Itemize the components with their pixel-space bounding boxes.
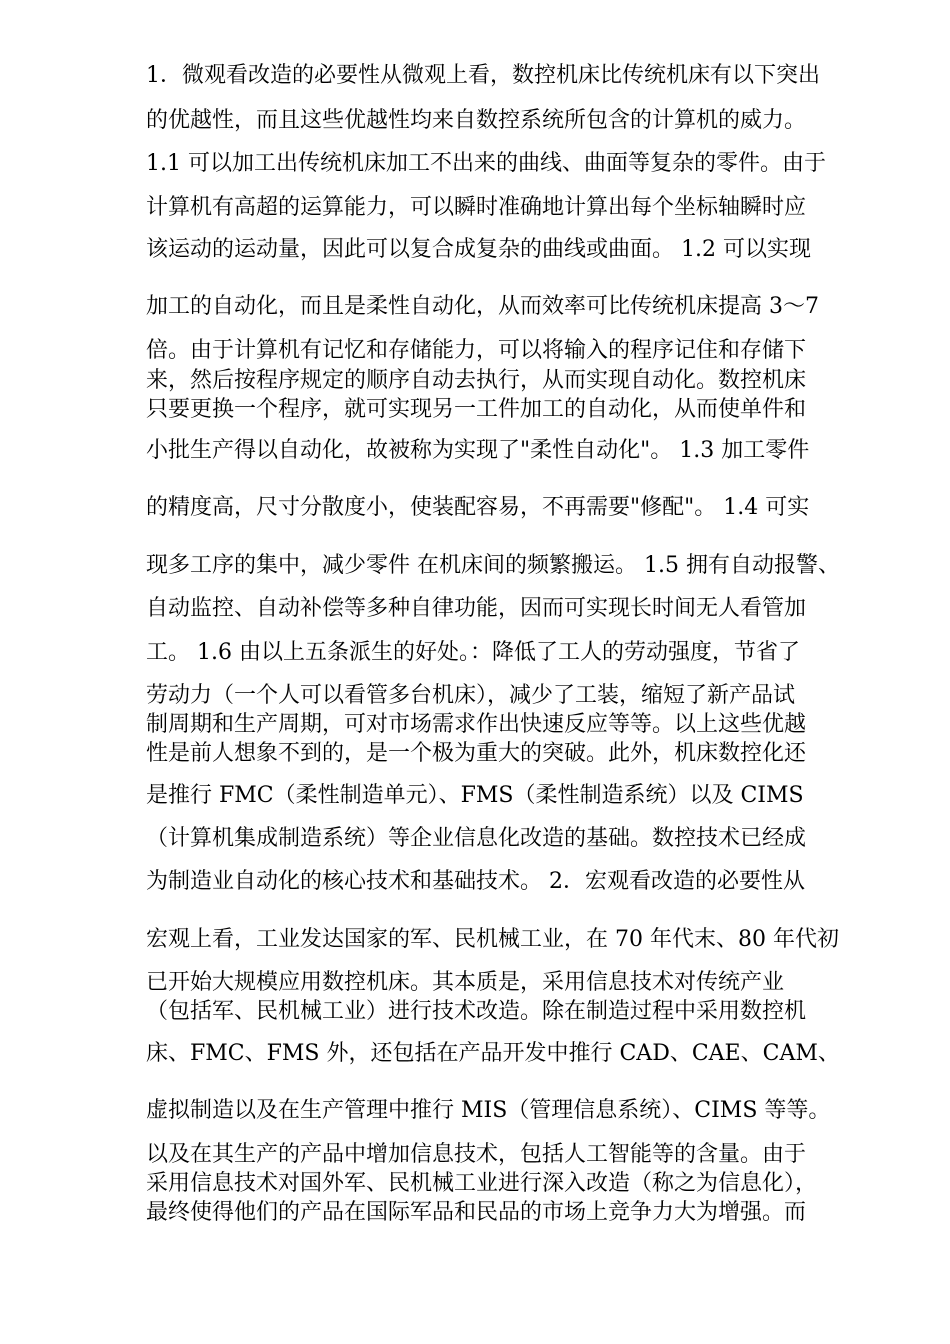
text-line: 最终使得他们的产品在国际军品和民品的市场上竞争力大为增强。而 [146,1200,807,1225]
text-line: 1．微观看改造的必要性从微观上看，数控机床比传统机床有以下突出 [146,63,820,88]
text-line: 现多工序的集中，减少零件 在机床间的频繁搬运。 1.5 拥有自动报警、 [146,553,840,578]
text-line: 性是前人想象不到的，是一个极为重大的突破。此外，机床数控化还 [146,741,807,766]
text-line: 是推行 FMC（柔性制造单元）、FMS（柔性制造系统）以及 CIMS [146,783,804,808]
text-line: 倍。由于计算机有记忆和存储能力，可以将输入的程序记住和存储下 [146,338,807,363]
text-line: 宏观上看，工业发达国家的军、民机械工业，在 70 年代末、80 年代初 [146,927,839,952]
text-line: 为制造业自动化的核心技术和基础技术。 2．宏观看改造的必要性从 [146,869,805,894]
text-line: 1.1 可以加工出传统机床加工不出来的曲线、曲面等复杂的零件。由于 [146,151,826,176]
text-line: 的优越性，而且这些优越性均来自数控系统所包含的计算机的威力。 [146,108,807,133]
text-line: （包括军、民机械工业）进行技术改造。除在制造过程中采用数控机 [146,999,807,1024]
text-line: 自动监控、自动补偿等多种自律功能，因而可实现长时间无人看管加 [146,596,807,621]
text-line: 只要更换一个程序，就可实现另一工件加工的自动化，从而使单件和 [146,397,807,422]
text-line: 小批生产得以自动化，故被称为实现了"柔性自动化"。 1.3 加工零件 [146,438,810,463]
text-line: 劳动力（一个人可以看管多台机床），减少了工装，缩短了新产品试 [146,683,796,708]
text-line: 来，然后按程序规定的顺序自动去执行，从而实现自动化。数控机床 [146,368,807,393]
text-line: 采用信息技术对国外军、民机械工业进行深入改造（称之为信息化）， [146,1171,818,1196]
text-line: 虚拟制造以及在生产管理中推行 MIS（管理信息系统）、CIMS 等等。 [146,1098,831,1123]
text-line: 已开始大规模应用数控机床。其本质是，采用信息技术对传统产业 [146,970,785,995]
text-line: 计算机有高超的运算能力，可以瞬时准确地计算出每个坐标轴瞬时应 [146,195,807,220]
text-line: 的精度高，尺寸分散度小，使装配容易，不再需要"修配"。 1.4 可实 [146,495,810,520]
text-line: （计算机集成制造系统）等企业信息化改造的基础。数控技术已经成 [146,826,807,851]
text-line: 制周期和生产周期，可对市场需求作出快速反应等等。以上这些优越 [146,712,807,737]
text-line: 床、FMC、FMS 外，还包括在产品开发中推行 CAD、CAE、CAM、 [146,1041,840,1066]
text-line: 以及在其生产的产品中增加信息技术，包括人工智能等的含量。由于 [146,1142,807,1167]
text-line: 工。 1.6 由以上五条派生的好处。：降低了工人的劳动强度，节省了 [146,640,800,665]
text-line: 该运动的运动量，因此可以复合成复杂的曲线或曲面。 1.2 可以实现 [146,237,811,262]
text-line: 加工的自动化，而且是柔性自动化，从而效率可比传统机床提高 3～7 [146,294,819,319]
